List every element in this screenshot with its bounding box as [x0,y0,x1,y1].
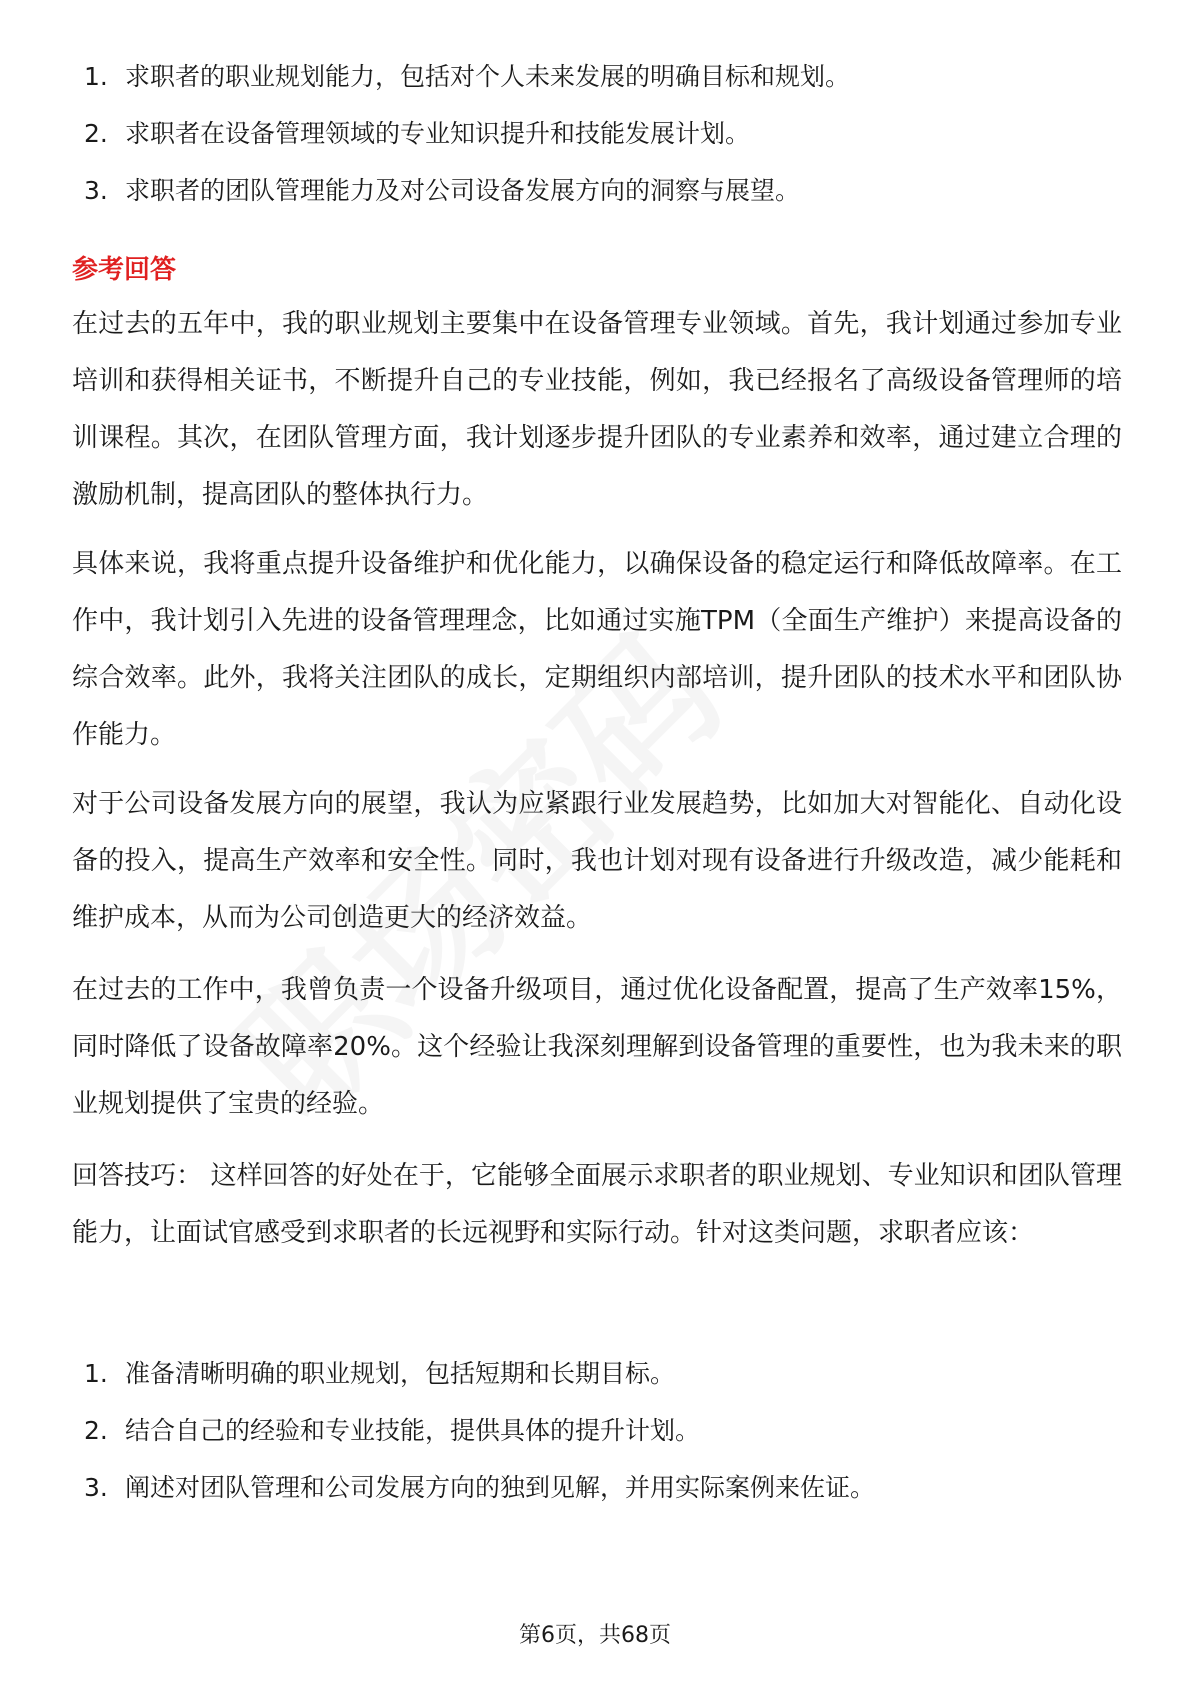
list-item-text: 求职者在设备管理领域的专业知识提升和技能发展计划。 [125,119,751,148]
list-item-number: 2. [84,119,108,148]
answer-paragraph: 对于公司设备发展方向的展望，我认为应紧跟行业发展趋势，比如加大对智能化、自动化设备的投入，提高生产效率和安全性。同时，我也计划对现有设备进行升级改造，减少能耗和维护成本，从而为公司创造更大的经济效益。 [72,789,1122,933]
list-item-number: 2. [84,1416,108,1445]
criteria-list [0,48,1190,219]
list-item-text: 求职者的团队管理能力及对公司设备发展方向的洞察与展望。 [125,176,801,205]
list-item-text: 结合自己的经验和专业技能，提供具体的提升计划。 [125,1416,701,1445]
list-item-number: 3. [84,1473,108,1502]
list-item [0,1402,1190,1459]
list-item-number: 1. [84,62,108,91]
list-item-text: 阐述对团队管理和公司发展方向的独到见解，并用实际案例来佐证。 [125,1473,876,1502]
list-item [0,48,1190,105]
tips-list [0,1345,1190,1516]
list-item [0,105,1190,162]
list-item-number: 3. [84,176,108,205]
list-item-text: 准备清晰明确的职业规划，包括短期和长期目标。 [125,1359,676,1388]
answer-paragraph: 在过去的五年中，我的职业规划主要集中在设备管理专业领域。首先，我计划通过参加专业培训和获得相关证书，不断提升自己的专业技能，例如，我已经报名了高级设备管理师的培训课程。其次，在团队管理方面，我计划逐步提升团队的专业素养和效率，通过建立合理的激励机制，提高团队的整体执行力。 [72,309,1122,510]
list-item [0,1459,1190,1516]
list-item [0,1345,1190,1402]
answer-paragraph: 具体来说，我将重点提升设备维护和优化能力，以确保设备的稳定运行和降低故障率。在工作中，我计划引入先进的设备管理理念，比如通过实施TPM（全面生产维护）来提高设备的综合效率。此外，我将关注团队的成长，定期组织内部培训，提升团队的技术水平和团队协作能力。 [72,549,1122,750]
answer-paragraph: 在过去的工作中，我曾负责一个设备升级项目，通过优化设备配置，提高了生产效率15%，同时降低了设备故障率20%。这个经验让我深刻理解到设备管理的重要性，也为我未来的职业规划提供了宝贵的经验。 [72,975,1122,1119]
list-item-number: 1. [84,1359,108,1388]
tips-paragraph: 回答技巧： 这样回答的好处在于，它能够全面展示求职者的职业规划、专业知识和团队管理能力，让面试官感受到求职者的长远视野和实际行动。针对这类问题，求职者应该： [72,1161,1122,1248]
list-item-text: 求职者的职业规划能力，包括对个人未来发展的明确目标和规划。 [125,62,851,91]
list-item [0,162,1190,219]
page-number: 第6页，共68页 [519,1623,671,1648]
section-heading: 参考回答 [72,255,177,285]
